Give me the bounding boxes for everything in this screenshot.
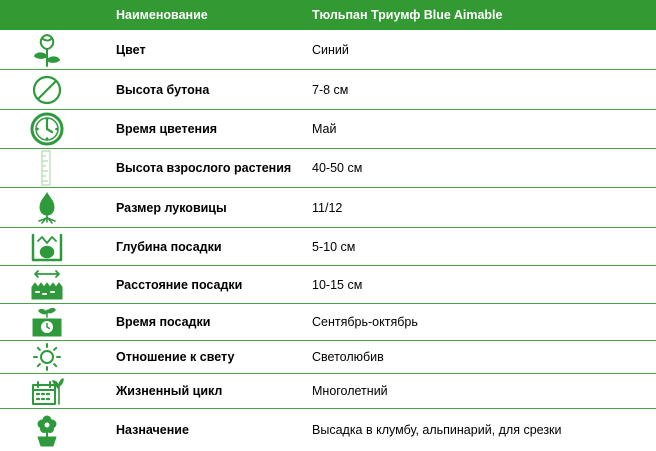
table-row [0,70,656,110]
flower-pot-icon [22,409,72,451]
row-value: 40-50 см [312,161,363,175]
header-name: Наименование [116,8,208,22]
clock-icon [22,110,72,148]
row-value: 10-15 см [312,277,363,292]
table-row [0,30,656,70]
table-row [0,228,656,266]
row-label: Высота бутона [116,82,210,97]
row-label: Цвет [116,42,146,57]
row-label: Жизненный цикл [116,384,223,398]
table-row [0,110,656,149]
row-value: Синий [312,42,349,57]
table-row [0,409,656,451]
row-label: Отношение к свету [116,350,235,364]
ruler-icon [22,149,72,187]
row-value: Светолюбив [312,350,384,364]
row-label: Время цветения [116,122,218,136]
table-row [0,374,656,409]
table-row [0,304,656,341]
bulb-icon [22,188,72,227]
row-label: Назначение [116,423,189,437]
row-value: Многолетний [312,384,388,398]
row-value: Май [312,122,337,136]
header-value: Тюльпан Триумф Blue Aimable [312,8,503,22]
rose-icon [22,30,72,69]
row-value: 7-8 см [312,82,349,97]
row-value: Высадка в клумбу, альпинарий, для срезки [312,423,562,437]
row-label: Время посадки [116,315,211,329]
row-value: Сентябрь-октябрь [312,315,418,329]
calendar-plant-icon [22,374,72,408]
sun-icon [22,341,72,373]
table-row [0,149,656,188]
row-value: 5-10 см [312,239,356,254]
table-row [0,341,656,374]
planting-time-icon [22,304,72,340]
row-label: Расстояние посадки [116,277,243,292]
row-value: 11/12 [312,200,343,215]
table-row [0,188,656,228]
diameter-icon [22,70,72,109]
planting-distance-icon [22,266,72,303]
planting-depth-icon [22,228,72,265]
table-row [0,266,656,304]
row-label: Размер луковицы [116,200,227,215]
table-header [0,0,656,30]
row-label: Высота взрослого растения [116,161,292,175]
row-label: Глубина посадки [116,239,222,254]
